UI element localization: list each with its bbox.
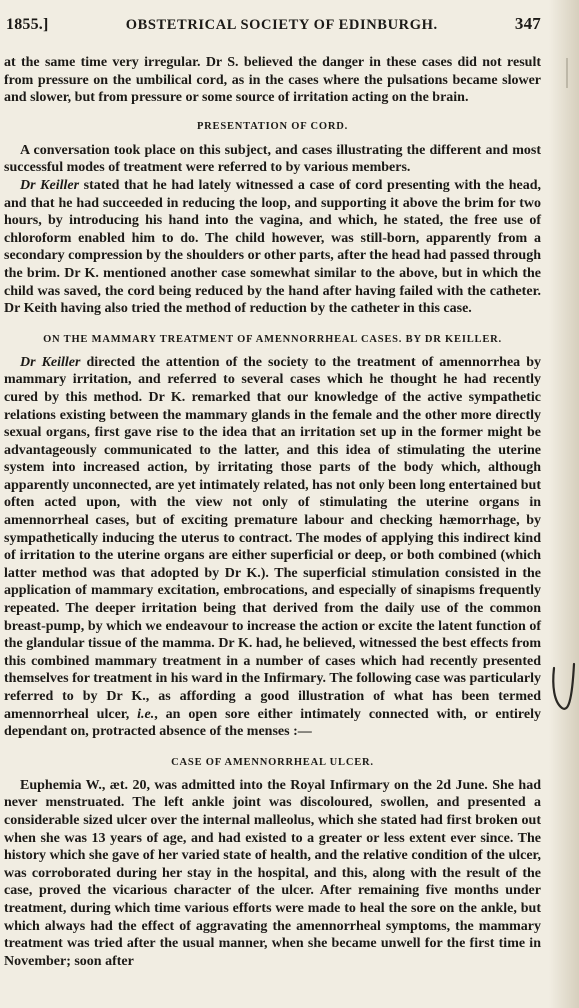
section-title-cord: PRESENTATION OF CORD. <box>196 120 349 132</box>
case-paragraph: Euphemia W., æt. 20, was admitted into the Royal Infirmary on the 2d June. She had never menstruated. The left ankle joint was discoloured, swollen, and presented a considerable sized ulcer over the internal malleolus, which she stated had first broken out when she was 13 years of age, and had existed to a greater or less extent ever since. The history which she gave of her varied state of health, and the relative condition of the ulcer, was corroborated during her stay in the hospital, and this, along with the result of the case, proved the vicarious character of the ulcer. After remaining five months under treatment, during which time various efforts were made to heal the sore on the ankle, but which always had the effect of aggravating the amennorrheal symptoms, the mammary treatment was tried after the usual manner, when she became unwell for the first time in November; soon after <box>4 777 541 969</box>
intro-paragraph: at the same time very irregular. Dr S. believed the danger in these cases did not result from pressure on the umbilical cord, as in the cases where the pulsations became slower and slower, but from pressure or some source of irritation acting on the brain. <box>4 55 541 106</box>
cord-paragraph-1: A conversation took place on this subject, and cases illustrating the different and most successful modes of treatment were referred to by various members. <box>4 142 541 176</box>
mammary-paragraph-text-b: , an open sore either intimately connected with, or entirely dependant on, protracted absence of the menses :— <box>4 706 541 740</box>
running-header <box>4 14 541 34</box>
author-name: Dr Keiller <box>20 354 81 370</box>
mammary-paragraph <box>4 354 541 741</box>
ie-abbrev: i.e. <box>137 706 155 722</box>
page-edge-shadow <box>549 0 579 1008</box>
margin-tick <box>566 58 578 88</box>
page-number: 347 <box>514 14 541 33</box>
cord-paragraph-2-text: stated that he had lately witnessed a case of cord presenting with the head, and that he had succeeded in reducing the loop, and supporting it above the brim for two hours, by introducing his hand into the vagina, and which, he stated, the free use of chloroform enabled him to do. The child however, was still-born, apparently from a secondary compression by the shoulders or other parts, after the head had passed through the brim. Dr K. mentioned another case somewhat similar to the above, but in which the child was saved, the cord being reduced by the hand after having failed with the catheter. Dr Keith having also tried the method of reduction by the catheter in this case. <box>4 177 541 317</box>
author-name: Dr Keiller <box>20 177 80 193</box>
cord-paragraph-2 <box>4 177 541 318</box>
mammary-paragraph-text-a: directed the attention of the society to the treatment of amennorrhea by mammary irritation, and referred to several cases which he thought he had recently cured by this method. Dr K. remarked that our knowledge of the active sympathetic relations existing between the mammary glands in the female and the other more directly sexual organs, first gave rise to the idea that an irritation set up in the former might be advantageously communicated to the latter, and this idea of stimulating the uterine system into increased action, by irritating those parts of the body which, although apparently unconnected, are yet intimately related, has not only been long entertained but often acted upon, with the view not only of stimulating the uterine organs in amennorrheal cases, but of exciting premature labour and checking hæmorrhage, by sympathetically inducing the uterus to contract. The modes of applying this indirect kind of irritation to the uterine organs are either superficial or deep, or both combined (which latter method was that adopted by Dr K.). The superficial stimulation consisted in the application of mammary excitation, embrocations, and especially of sinapisms frequently repeated. The deeper irritation being that derived from the daily use of the common breast-pump, by which we endeavour to increase the action or excite the latent function of the glandular tissue of the mamma. Dr K. had, he believed, witnessed the best effects from this combined mammary treatment in a number of cases which had recently presented themselves for treatment in his ward in the Infirmary. The following case was particularly referred to by Dr K., as affording a good illustration of what has been termed amennorrheal ulcer, <box>4 354 541 722</box>
section-title-case: CASE OF AMENNORRHEAL ULCER. <box>171 756 374 768</box>
section-title-mammary: ON THE MAMMARY TREATMENT OF AMENNORRHEAL CASES. BY DR KEILLER. <box>43 333 502 345</box>
margin-pencil-mark <box>548 662 576 722</box>
header-year: 1855.] <box>6 16 49 33</box>
running-title: OBSTETRICAL SOCIETY OF EDINBURGH. <box>125 17 438 33</box>
